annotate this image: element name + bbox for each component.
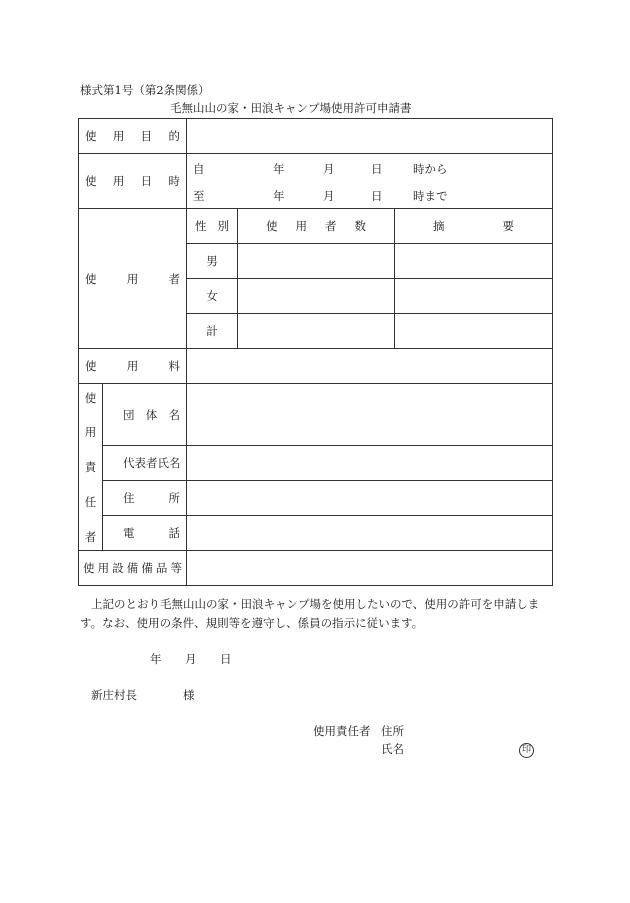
fee-row xyxy=(79,349,553,384)
representative-input[interactable] xyxy=(187,446,553,481)
remarks-header: 摘 要 xyxy=(433,219,515,233)
addressee-name: 新庄村長 xyxy=(91,688,137,702)
signature-responsible-label: 使用責任者 xyxy=(313,724,371,738)
address-label: 住 所 xyxy=(123,491,180,505)
female-count-input[interactable] xyxy=(238,279,395,314)
datetime-label: 使 用 日 時 xyxy=(85,174,180,188)
responsible-label: 使 用 責 任 者 xyxy=(84,390,97,544)
purpose-label: 使 用 目 的 xyxy=(85,129,180,143)
male-remarks-input[interactable] xyxy=(395,244,553,279)
datetime-row xyxy=(79,154,553,209)
phone-label: 電 話 xyxy=(123,526,180,540)
signature-address-label: 住所 xyxy=(381,724,404,738)
purpose-row xyxy=(79,119,553,154)
equipment-label: 使 用 設 備 備 品 等 xyxy=(83,561,182,575)
male-label: 男 xyxy=(187,244,238,279)
form-number: 様式第1号（第2条関係） xyxy=(80,83,210,97)
purpose-input[interactable] xyxy=(187,119,553,154)
female-remarks-input[interactable] xyxy=(395,279,553,314)
signature-name-label: 氏名 xyxy=(381,742,404,756)
female-label: 女 xyxy=(187,279,238,314)
equipment-row xyxy=(79,551,553,586)
users-label: 使 用 者 xyxy=(85,271,180,286)
datetime-from: 自 年 月 日 時から xyxy=(193,162,448,176)
address-input[interactable] xyxy=(187,481,553,516)
male-count-input[interactable] xyxy=(238,244,395,279)
total-count-input[interactable] xyxy=(238,314,395,349)
date-year: 年 xyxy=(150,652,162,666)
addressee-honorific: 様 xyxy=(183,688,195,702)
datetime-input[interactable] xyxy=(187,154,553,209)
body-text-line2: す。なお、使用の条件、規則等を遵守し、係員の指示に従います。 xyxy=(80,616,424,630)
equipment-input[interactable] xyxy=(187,551,553,586)
users-header-row xyxy=(79,209,553,244)
date-day: 日 xyxy=(220,652,232,666)
document-title: 毛無山山の家・田浪キャンプ場使用許可申請書 xyxy=(170,101,412,115)
total-remarks-input[interactable] xyxy=(395,314,553,349)
representative-label: 代 表 者 氏 名 xyxy=(123,456,181,470)
fee-label: 使 用 料 xyxy=(85,359,180,373)
count-header: 使 用 者 数 xyxy=(266,219,366,233)
phone-row xyxy=(79,516,553,551)
address-row xyxy=(79,481,553,516)
group-name-input[interactable] xyxy=(187,384,553,446)
group-name-label: 団 体 名 xyxy=(123,407,180,422)
seal-icon: 印 xyxy=(519,741,534,758)
representative-row xyxy=(79,446,553,481)
date-month: 月 xyxy=(185,652,197,666)
fee-input[interactable] xyxy=(187,349,553,384)
application-form-table xyxy=(78,118,553,586)
group-name-row xyxy=(79,384,553,446)
datetime-to: 至 年 月 日 時まで xyxy=(193,189,448,203)
body-text-line1: 上記のとおり毛無山山の家・田浪キャンプ場を使用したいので、使用の許可を申請しま xyxy=(91,597,540,611)
gender-header: 性 別 xyxy=(195,219,229,233)
total-label: 計 xyxy=(187,314,238,349)
phone-input[interactable] xyxy=(187,516,553,551)
